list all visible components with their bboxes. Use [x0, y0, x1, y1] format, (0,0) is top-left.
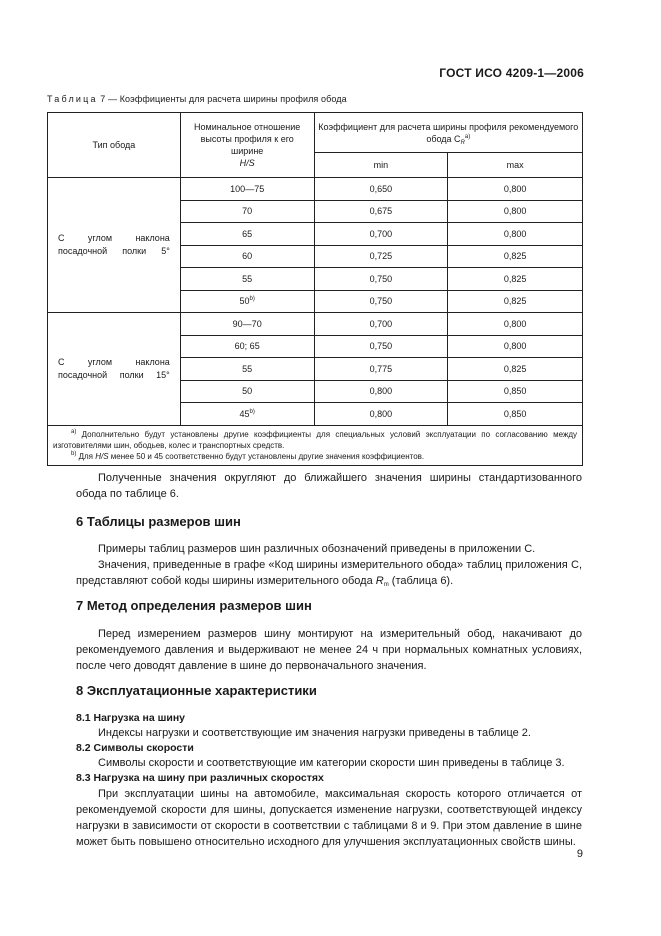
section-8-2-paragraph: Символы скорости и соответствующие им категории скорости шин приведены в таблице 3.: [98, 757, 565, 769]
max-cell: 0,850: [448, 380, 583, 403]
footnote-a: $^{a)}$ Дополнительно будут установлены другие коэффициенты для специальных условий эксплуатации по согласованию между изготовителями шин, ободьев, колес и транспортных средств.: [53, 428, 577, 450]
section-8-title: 8 Эксплуатационные характеристики: [76, 683, 317, 698]
max-cell: 0,825: [448, 358, 583, 381]
ratio-cell: 90—70: [180, 313, 314, 336]
section-6-body: [76, 541, 582, 589]
table-caption-title: 7 — Коэффициенты для расчета ширины профиля обода: [97, 94, 347, 104]
max-cell: 0,850: [448, 403, 583, 426]
header-max: max: [448, 153, 583, 178]
ratio-cell: 70: [180, 200, 314, 223]
max-cell: 0,800: [448, 178, 583, 201]
min-cell: 0,700: [314, 313, 448, 336]
min-cell: 0,700: [314, 223, 448, 246]
min-cell: 0,800: [314, 403, 448, 426]
section-6-paragraph-1: Примеры таблиц размеров шин различных обозначений приведены в приложении С.: [98, 543, 536, 555]
ratio-cell: 55: [180, 358, 314, 381]
ratio-cell: 60: [180, 245, 314, 268]
section-8-body: [76, 711, 582, 850]
section-6-title: 6 Таблицы размеров шин: [76, 514, 241, 529]
table-caption: [47, 94, 347, 104]
ratio-cell: 100—75: [180, 178, 314, 201]
ratio-cell: 60; 65: [180, 335, 314, 358]
section-8-2-title: 8.2 Символы скорости: [76, 742, 194, 754]
max-cell: 0,825: [448, 290, 583, 313]
section-6-paragraph-2: Значения, приведенные в графе «Код ширины измерительного обода» таблиц приложения С, представляют собой коды ширины измерительного обода $R_m$ (таблица 6).: [76, 559, 582, 588]
max-cell: 0,800: [448, 200, 583, 223]
table-footnotes: [48, 425, 583, 465]
ratio-cell: 50: [180, 380, 314, 403]
max-cell: 0,800: [448, 223, 583, 246]
section-7-paragraph: Перед измерением размеров шину монтируют на измерительный обод, накачивают до рекомендуемого давления и выдерживают не менее 24 ч при нормальных комнатных условиях, после чего доводят давление в шине до первоначального значения.: [76, 628, 582, 672]
header-min: min: [314, 153, 448, 178]
table-caption-prefix: Таблица: [47, 94, 98, 104]
min-cell: 0,725: [314, 245, 448, 268]
ratio-cell: 50$^{b)}$: [180, 290, 314, 313]
min-cell: 0,750: [314, 290, 448, 313]
header-ratio: Номинальное отношение высоты профиля к его ширине H/S: [180, 113, 314, 178]
min-cell: 0,650: [314, 178, 448, 201]
rim-coefficient-table: [47, 112, 583, 466]
section-8-3-title: 8.3 Нагрузка на шину при различных скоростях: [76, 772, 324, 784]
ratio-cell: 45$^{b)}$: [180, 403, 314, 426]
header-rim-type: Тип обода: [48, 113, 181, 178]
section-8-1-paragraph: Индексы нагрузки и соответствующие им значения нагрузки приведены в таблице 2.: [98, 727, 531, 739]
ratio-cell: 55: [180, 268, 314, 291]
section-8-3-paragraph: При эксплуатации шины на автомобиле, максимальная скорость которого отличается от рекомендуемой скорости для шины, допускается изменение нагрузки, соответствующей индексу нагрузки в зависимости от скорости в соответствии с таблицами 8 и 9. При этом давление в шине может быть повышено относительно исходного для улучшения эксплуатационных свойств шины.: [76, 788, 582, 848]
page-number: 9: [576, 848, 583, 860]
min-cell: 0,750: [314, 268, 448, 291]
max-cell: 0,800: [448, 335, 583, 358]
max-cell: 0,825: [448, 268, 583, 291]
ratio-cell: 65: [180, 223, 314, 246]
min-cell: 0,675: [314, 200, 448, 223]
min-cell: 0,800: [314, 380, 448, 403]
footnote-b: $^{b)}$ Для H/S менее 50 и 45 соответственно будут установлены другие значения коэффициентов.: [71, 450, 425, 461]
rounding-paragraph: Полученные значения округляют до ближайшего значения ширины стандартизованного обода по таблице 6.: [76, 472, 582, 500]
rim-type-15-degree: С углом наклона посадочной полки 15°: [48, 313, 181, 426]
section-7-title: 7 Метод определения размеров шин: [76, 598, 312, 613]
min-cell: 0,775: [314, 358, 448, 381]
section-8-1-title: 8.1 Нагрузка на шину: [76, 712, 186, 724]
section-7-body: [76, 626, 582, 674]
header-coefficient: Коэффициент для расчета ширины профиля рекомендуемого обода $C_R^{a)}$: [314, 113, 582, 153]
document-code: ГОСТ ИСО 4209-1—2006: [439, 66, 584, 80]
max-cell: 0,825: [448, 245, 583, 268]
rim-type-5-degree: С углом наклона посадочной полки 5°: [48, 178, 181, 313]
min-cell: 0,750: [314, 335, 448, 358]
max-cell: 0,800: [448, 313, 583, 336]
